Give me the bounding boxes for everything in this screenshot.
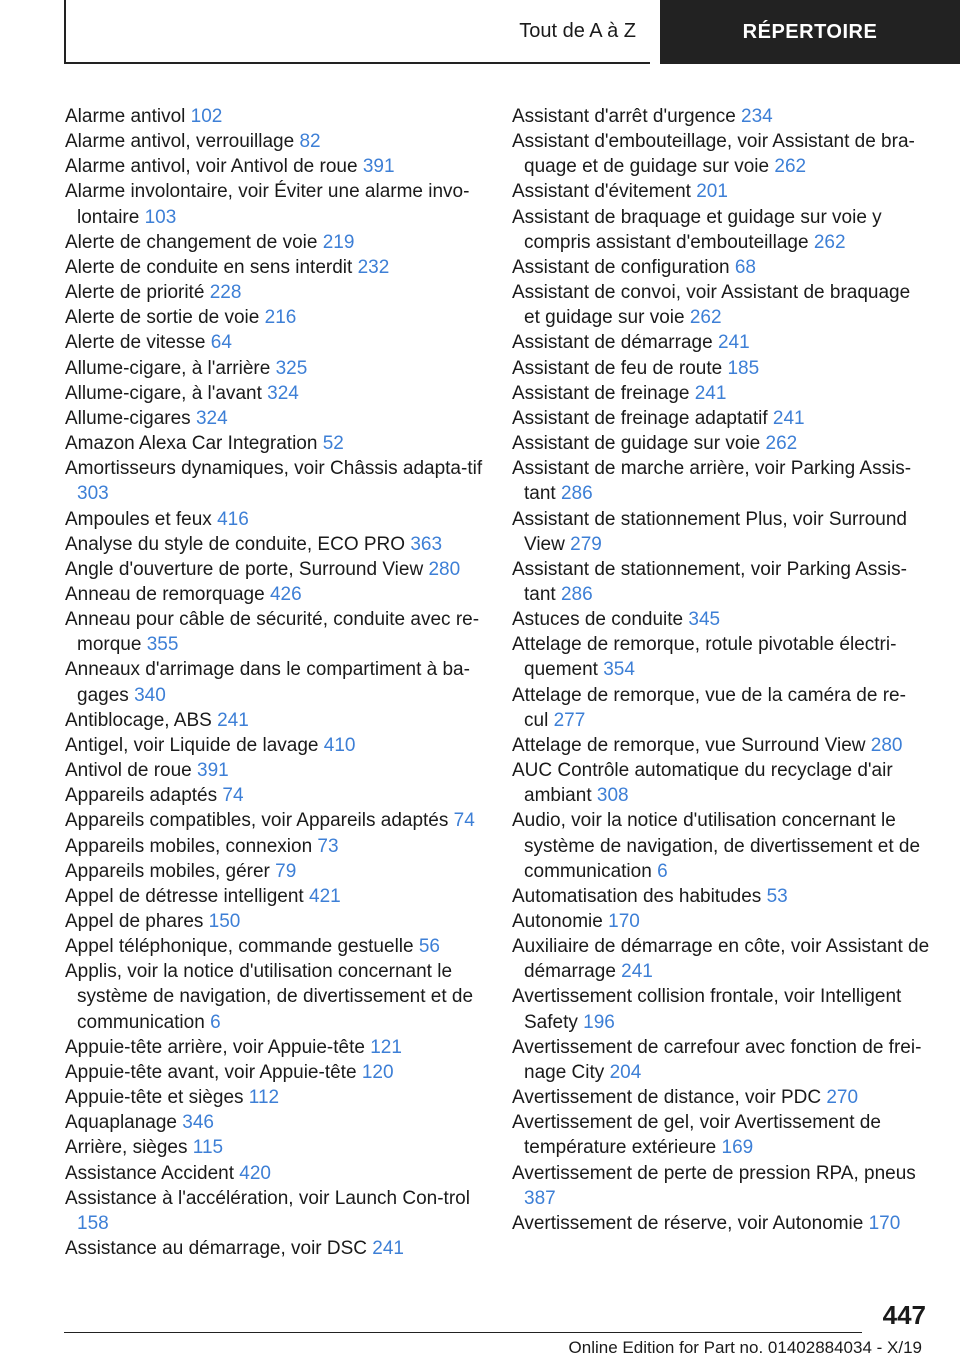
index-term: Antivol de roue bbox=[65, 760, 192, 782]
page-link[interactable]: 286 bbox=[560, 483, 593, 505]
page-link[interactable]: 346 bbox=[182, 1112, 214, 1134]
index-term: Avertissement de carrefour avec fonction de frei-nage City bbox=[512, 1036, 922, 1083]
index-entry bbox=[65, 532, 483, 557]
index-term: Attelage de remorque, vue Surround View bbox=[512, 734, 866, 756]
index-entry bbox=[65, 959, 483, 1034]
chapter-tab[interactable]: RÉPERTOIRE bbox=[660, 0, 960, 64]
index-term: Assistant de freinage bbox=[512, 382, 690, 404]
page-link[interactable]: 216 bbox=[264, 307, 297, 329]
index-column-right bbox=[512, 104, 930, 1236]
index-term: Alerte de vitesse bbox=[65, 332, 206, 354]
page-link[interactable]: 53 bbox=[766, 885, 788, 907]
index-term: Appel de détresse intelligent bbox=[65, 885, 304, 907]
index-term: Alarme antivol, voir Antivol de roue bbox=[65, 156, 358, 178]
index-entry bbox=[512, 1211, 930, 1236]
index-entry bbox=[512, 330, 930, 355]
index-column-left bbox=[65, 104, 483, 1261]
page-link[interactable]: 79 bbox=[275, 860, 297, 882]
index-entry bbox=[512, 909, 930, 934]
index-term: Allume-cigare, à l'arrière bbox=[65, 357, 271, 379]
index-entry bbox=[512, 406, 930, 431]
index-entry bbox=[65, 758, 483, 783]
index-term: Assistant de convoi, voir Assistant de braquage et guidage sur voie bbox=[512, 282, 911, 329]
index-term: Assistant de marche arrière, voir Parking Assis-tant bbox=[512, 458, 912, 505]
index-entry bbox=[512, 557, 930, 607]
page-link[interactable]: 52 bbox=[322, 433, 344, 455]
page-link[interactable]: 286 bbox=[560, 583, 593, 605]
index-term: Assistant d'embouteillage, voir Assistant de bra-quage et de guidage sur voie bbox=[512, 131, 915, 178]
page-link[interactable]: 102 bbox=[190, 106, 223, 127]
index-term: Assistant de stationnement Plus, voir Surround View bbox=[512, 508, 907, 555]
index-term: Autonomie bbox=[512, 911, 603, 932]
index-entry bbox=[65, 607, 483, 657]
page-link[interactable]: 280 bbox=[428, 558, 461, 580]
page-link[interactable]: 324 bbox=[195, 407, 228, 429]
index-term: Allume-cigares bbox=[65, 407, 191, 429]
index-term: Arrière, sièges bbox=[65, 1137, 188, 1159]
index-term: Assistance au démarrage, voir DSC bbox=[65, 1238, 368, 1260]
index-entry bbox=[512, 280, 930, 330]
page-link[interactable]: 68 bbox=[734, 256, 756, 278]
page-link[interactable]: 228 bbox=[209, 282, 242, 304]
index-entry bbox=[512, 1161, 930, 1211]
page-link[interactable]: 234 bbox=[741, 106, 773, 127]
page-link[interactable]: 410 bbox=[323, 734, 356, 756]
index-term: Alerte de sortie de voie bbox=[65, 307, 260, 329]
page-link[interactable]: 241 bbox=[217, 709, 249, 731]
page-link[interactable]: 6 bbox=[657, 860, 668, 882]
index-entry bbox=[65, 909, 483, 934]
page-link[interactable]: 416 bbox=[217, 508, 249, 530]
index-term: Assistant de feu de route bbox=[512, 357, 723, 379]
section-tab[interactable]: Tout de A à Z bbox=[519, 19, 636, 42]
index-entry bbox=[65, 1186, 483, 1236]
page-link[interactable]: 340 bbox=[134, 684, 166, 706]
index-entry bbox=[65, 104, 483, 129]
index-entry bbox=[512, 507, 930, 557]
index-entry bbox=[65, 1060, 483, 1085]
index-entry bbox=[65, 783, 483, 808]
index-entry bbox=[512, 104, 930, 129]
page-link[interactable]: 232 bbox=[357, 256, 390, 278]
page-link[interactable]: 270 bbox=[826, 1087, 859, 1109]
page-link[interactable]: 82 bbox=[299, 131, 321, 153]
page-link[interactable]: 391 bbox=[197, 760, 229, 782]
index-term: Astuces de conduite bbox=[512, 609, 684, 631]
page-link[interactable]: 241 bbox=[621, 961, 653, 983]
index-term: Assistant d'évitement bbox=[512, 181, 691, 203]
page-link[interactable]: 103 bbox=[144, 206, 177, 228]
page-link[interactable]: 277 bbox=[553, 709, 586, 731]
page-link[interactable]: 201 bbox=[696, 181, 728, 203]
page-link[interactable]: 324 bbox=[267, 382, 299, 404]
header-bottom-border bbox=[64, 62, 650, 64]
index-entry bbox=[65, 179, 483, 229]
index-entry bbox=[65, 507, 483, 532]
index-entry bbox=[512, 758, 930, 808]
page-link[interactable]: 73 bbox=[317, 835, 339, 857]
index-term: Ampoules et feux bbox=[65, 508, 212, 530]
index-entry bbox=[512, 632, 930, 682]
index-entry bbox=[65, 808, 483, 833]
index-entry bbox=[512, 179, 930, 204]
index-entry bbox=[512, 1085, 930, 1110]
index-entry bbox=[65, 1161, 483, 1186]
index-entry bbox=[65, 280, 483, 305]
page-link[interactable]: 185 bbox=[727, 357, 760, 379]
index-entry bbox=[512, 356, 930, 381]
page-link[interactable]: 387 bbox=[524, 1187, 556, 1209]
page-number: 447 bbox=[882, 1300, 926, 1330]
page-link[interactable]: 6 bbox=[210, 1011, 221, 1033]
index-term: Angle d'ouverture de porte, Surround View bbox=[65, 558, 424, 580]
index-term: Amortisseurs dynamiques, voir Châssis adapta-tif bbox=[65, 458, 483, 480]
index-entry bbox=[512, 984, 930, 1034]
index-term: Alerte de conduite en sens interdit bbox=[65, 256, 353, 278]
page-link[interactable]: 64 bbox=[210, 332, 232, 354]
page-link[interactable]: 262 bbox=[774, 156, 807, 178]
page-link[interactable]: 391 bbox=[362, 156, 395, 178]
index-entry bbox=[512, 129, 930, 179]
index-term: Assistant de configuration bbox=[512, 256, 730, 278]
index-entry bbox=[512, 205, 930, 255]
index-entry bbox=[65, 733, 483, 758]
index-entry bbox=[65, 154, 483, 179]
index-entry bbox=[65, 381, 483, 406]
page-link[interactable]: 303 bbox=[77, 483, 109, 505]
index-entry bbox=[512, 255, 930, 280]
index-term: Appel de phares bbox=[65, 911, 204, 932]
index-entry bbox=[512, 381, 930, 406]
index-term: Alerte de changement de voie bbox=[65, 231, 318, 253]
index-term: Appel téléphonique, commande gestuelle bbox=[65, 936, 414, 958]
index-term: Appareils mobiles, gérer bbox=[65, 860, 270, 882]
index-term: Amazon Alexa Car Integration bbox=[65, 433, 318, 455]
page-link[interactable]: 121 bbox=[370, 1036, 402, 1058]
index-term: Avertissement de gel, voir Avertissement de température extérieure bbox=[512, 1112, 881, 1159]
page-link[interactable]: 325 bbox=[275, 357, 308, 379]
index-entry bbox=[65, 356, 483, 381]
index-term: Appuie-tête et sièges bbox=[65, 1087, 244, 1109]
index-term: Alarme antivol, verrouillage bbox=[65, 131, 295, 153]
index-term: Applis, voir la notice d'utilisation concernant le système de navigation, de divertissement et de communication bbox=[65, 961, 474, 1033]
index-term: Alarme antivol bbox=[65, 106, 186, 127]
page-link[interactable]: 345 bbox=[688, 609, 721, 631]
index-entry bbox=[512, 431, 930, 456]
index-entry bbox=[65, 305, 483, 330]
index-term: Assistant de freinage adaptatif bbox=[512, 407, 768, 429]
index-entry bbox=[65, 1236, 483, 1261]
index-entry bbox=[65, 1035, 483, 1060]
index-entry bbox=[65, 1110, 483, 1135]
index-entry bbox=[65, 406, 483, 431]
index-entry bbox=[65, 557, 483, 582]
index-entry bbox=[65, 456, 483, 506]
page-link[interactable]: 169 bbox=[721, 1137, 754, 1159]
index-term: Auxiliaire de démarrage en côte, voir Assistant de démarrage bbox=[512, 936, 930, 983]
page-link[interactable]: 241 bbox=[717, 332, 750, 354]
index-entry bbox=[65, 884, 483, 909]
index-term: Aquaplanage bbox=[65, 1112, 177, 1134]
index-term: Avertissement de réserve, voir Autonomie bbox=[512, 1212, 864, 1234]
index-term: Assistant de braquage et guidage sur voie y compris assistant d'embouteillage bbox=[512, 206, 882, 253]
index-term: Automatisation des habitudes bbox=[512, 885, 762, 907]
index-entry bbox=[512, 808, 930, 883]
page-link[interactable]: 241 bbox=[372, 1238, 404, 1260]
footer-divider bbox=[64, 1332, 862, 1333]
page-link[interactable]: 421 bbox=[309, 885, 341, 907]
index-term: Anneau pour câble de sécurité, conduite avec re-morque bbox=[65, 609, 480, 656]
index-entry bbox=[65, 1085, 483, 1110]
index-term: Analyse du style de conduite, ECO PRO bbox=[65, 533, 406, 555]
index-entry bbox=[512, 884, 930, 909]
page-link[interactable]: 241 bbox=[694, 382, 727, 404]
index-entry bbox=[65, 934, 483, 959]
page-link[interactable]: 262 bbox=[813, 231, 846, 253]
index-term: Appareils compatibles, voir Appareils adaptés bbox=[65, 810, 449, 832]
index-entry bbox=[65, 431, 483, 456]
page-link[interactable]: 280 bbox=[870, 734, 903, 756]
index-term: Assistance Accident bbox=[65, 1162, 234, 1184]
index-entry bbox=[65, 834, 483, 859]
index-entry bbox=[512, 456, 930, 506]
index-term: Assistance à l'accélération, voir Launch Con-trol bbox=[65, 1187, 470, 1209]
page-link[interactable]: 426 bbox=[269, 583, 302, 605]
page-link[interactable]: 420 bbox=[239, 1162, 271, 1184]
index-term: Avertissement collision frontale, voir Intelligent Safety bbox=[512, 986, 902, 1033]
page-link[interactable]: 363 bbox=[410, 533, 443, 555]
index-entry bbox=[512, 1110, 930, 1160]
page-link[interactable]: 262 bbox=[689, 307, 722, 329]
page-link[interactable]: 74 bbox=[453, 810, 475, 832]
page-link[interactable]: 308 bbox=[596, 785, 629, 807]
index-entry bbox=[65, 708, 483, 733]
page-link[interactable]: 120 bbox=[361, 1061, 394, 1083]
index-term: Anneaux d'arrimage dans le compartiment à ba-gages bbox=[65, 659, 470, 706]
page-link[interactable]: 354 bbox=[603, 659, 635, 681]
index-term: Audio, voir la notice d'utilisation concernant le système de navigation, de divertissement et de communication bbox=[512, 810, 921, 882]
index-entry bbox=[65, 129, 483, 154]
index-term: Alarme involontaire, voir Éviter une alarme invo-lontaire bbox=[65, 181, 470, 228]
index-term: Antiblocage, ABS bbox=[65, 709, 212, 731]
index-entry bbox=[512, 1035, 930, 1085]
page-link[interactable]: 204 bbox=[609, 1061, 642, 1083]
index-term: Antigel, voir Liquide de lavage bbox=[65, 734, 319, 756]
page-link[interactable]: 115 bbox=[192, 1137, 224, 1159]
index-entry bbox=[65, 230, 483, 255]
index-entry bbox=[512, 683, 930, 733]
page-link[interactable]: 219 bbox=[322, 231, 355, 253]
index-entry bbox=[65, 255, 483, 280]
page-link[interactable]: 74 bbox=[222, 785, 244, 807]
index-term: Appareils mobiles, connexion bbox=[65, 835, 313, 857]
index-entry bbox=[512, 607, 930, 632]
index-entry bbox=[65, 859, 483, 884]
index-entry bbox=[65, 657, 483, 707]
index-term: Alerte de priorité bbox=[65, 282, 205, 304]
page-link[interactable]: 158 bbox=[77, 1212, 109, 1234]
index-term: Avertissement de perte de pression RPA, pneus bbox=[512, 1162, 916, 1184]
index-term: Anneau de remorquage bbox=[65, 583, 265, 605]
page-link[interactable]: 279 bbox=[570, 533, 602, 555]
page-link[interactable]: 262 bbox=[765, 433, 798, 455]
index-entry bbox=[512, 733, 930, 758]
index-entry bbox=[65, 582, 483, 607]
index-term: AUC Contrôle automatique du recyclage d'air ambiant bbox=[512, 760, 893, 807]
index-entry bbox=[65, 330, 483, 355]
index-term: Assistant de démarrage bbox=[512, 332, 713, 354]
page-link[interactable]: 56 bbox=[418, 936, 440, 958]
page-link[interactable]: 170 bbox=[868, 1212, 901, 1234]
page-link[interactable]: 241 bbox=[772, 407, 805, 429]
index-term: Attelage de remorque, rotule pivotable électri-quement bbox=[512, 634, 897, 681]
page-link[interactable]: 170 bbox=[608, 911, 640, 932]
index-term: Assistant de guidage sur voie bbox=[512, 433, 761, 455]
index-term: Assistant d'arrêt d'urgence bbox=[512, 106, 736, 127]
index-entry bbox=[512, 934, 930, 984]
edition-info: Online Edition for Part no. 01402884034 - X/19 bbox=[568, 1338, 922, 1357]
index-term: Attelage de remorque, vue de la caméra de re-cul bbox=[512, 684, 906, 731]
index-term: Avertissement de distance, voir PDC bbox=[512, 1087, 822, 1109]
index-term: Appuie-tête arrière, voir Appuie-tête bbox=[65, 1036, 365, 1058]
page-link[interactable]: 196 bbox=[583, 1011, 615, 1033]
index-term: Allume-cigare, à l'avant bbox=[65, 382, 262, 404]
index-entry bbox=[65, 1135, 483, 1160]
index-term: Appuie-tête avant, voir Appuie-tête bbox=[65, 1061, 357, 1083]
page-link[interactable]: 112 bbox=[248, 1087, 280, 1109]
page-link[interactable]: 355 bbox=[146, 634, 179, 656]
index-term: Appareils adaptés bbox=[65, 785, 218, 807]
page-link[interactable]: 150 bbox=[208, 911, 241, 932]
index-term: Assistant de stationnement, voir Parking Assis-tant bbox=[512, 558, 907, 605]
